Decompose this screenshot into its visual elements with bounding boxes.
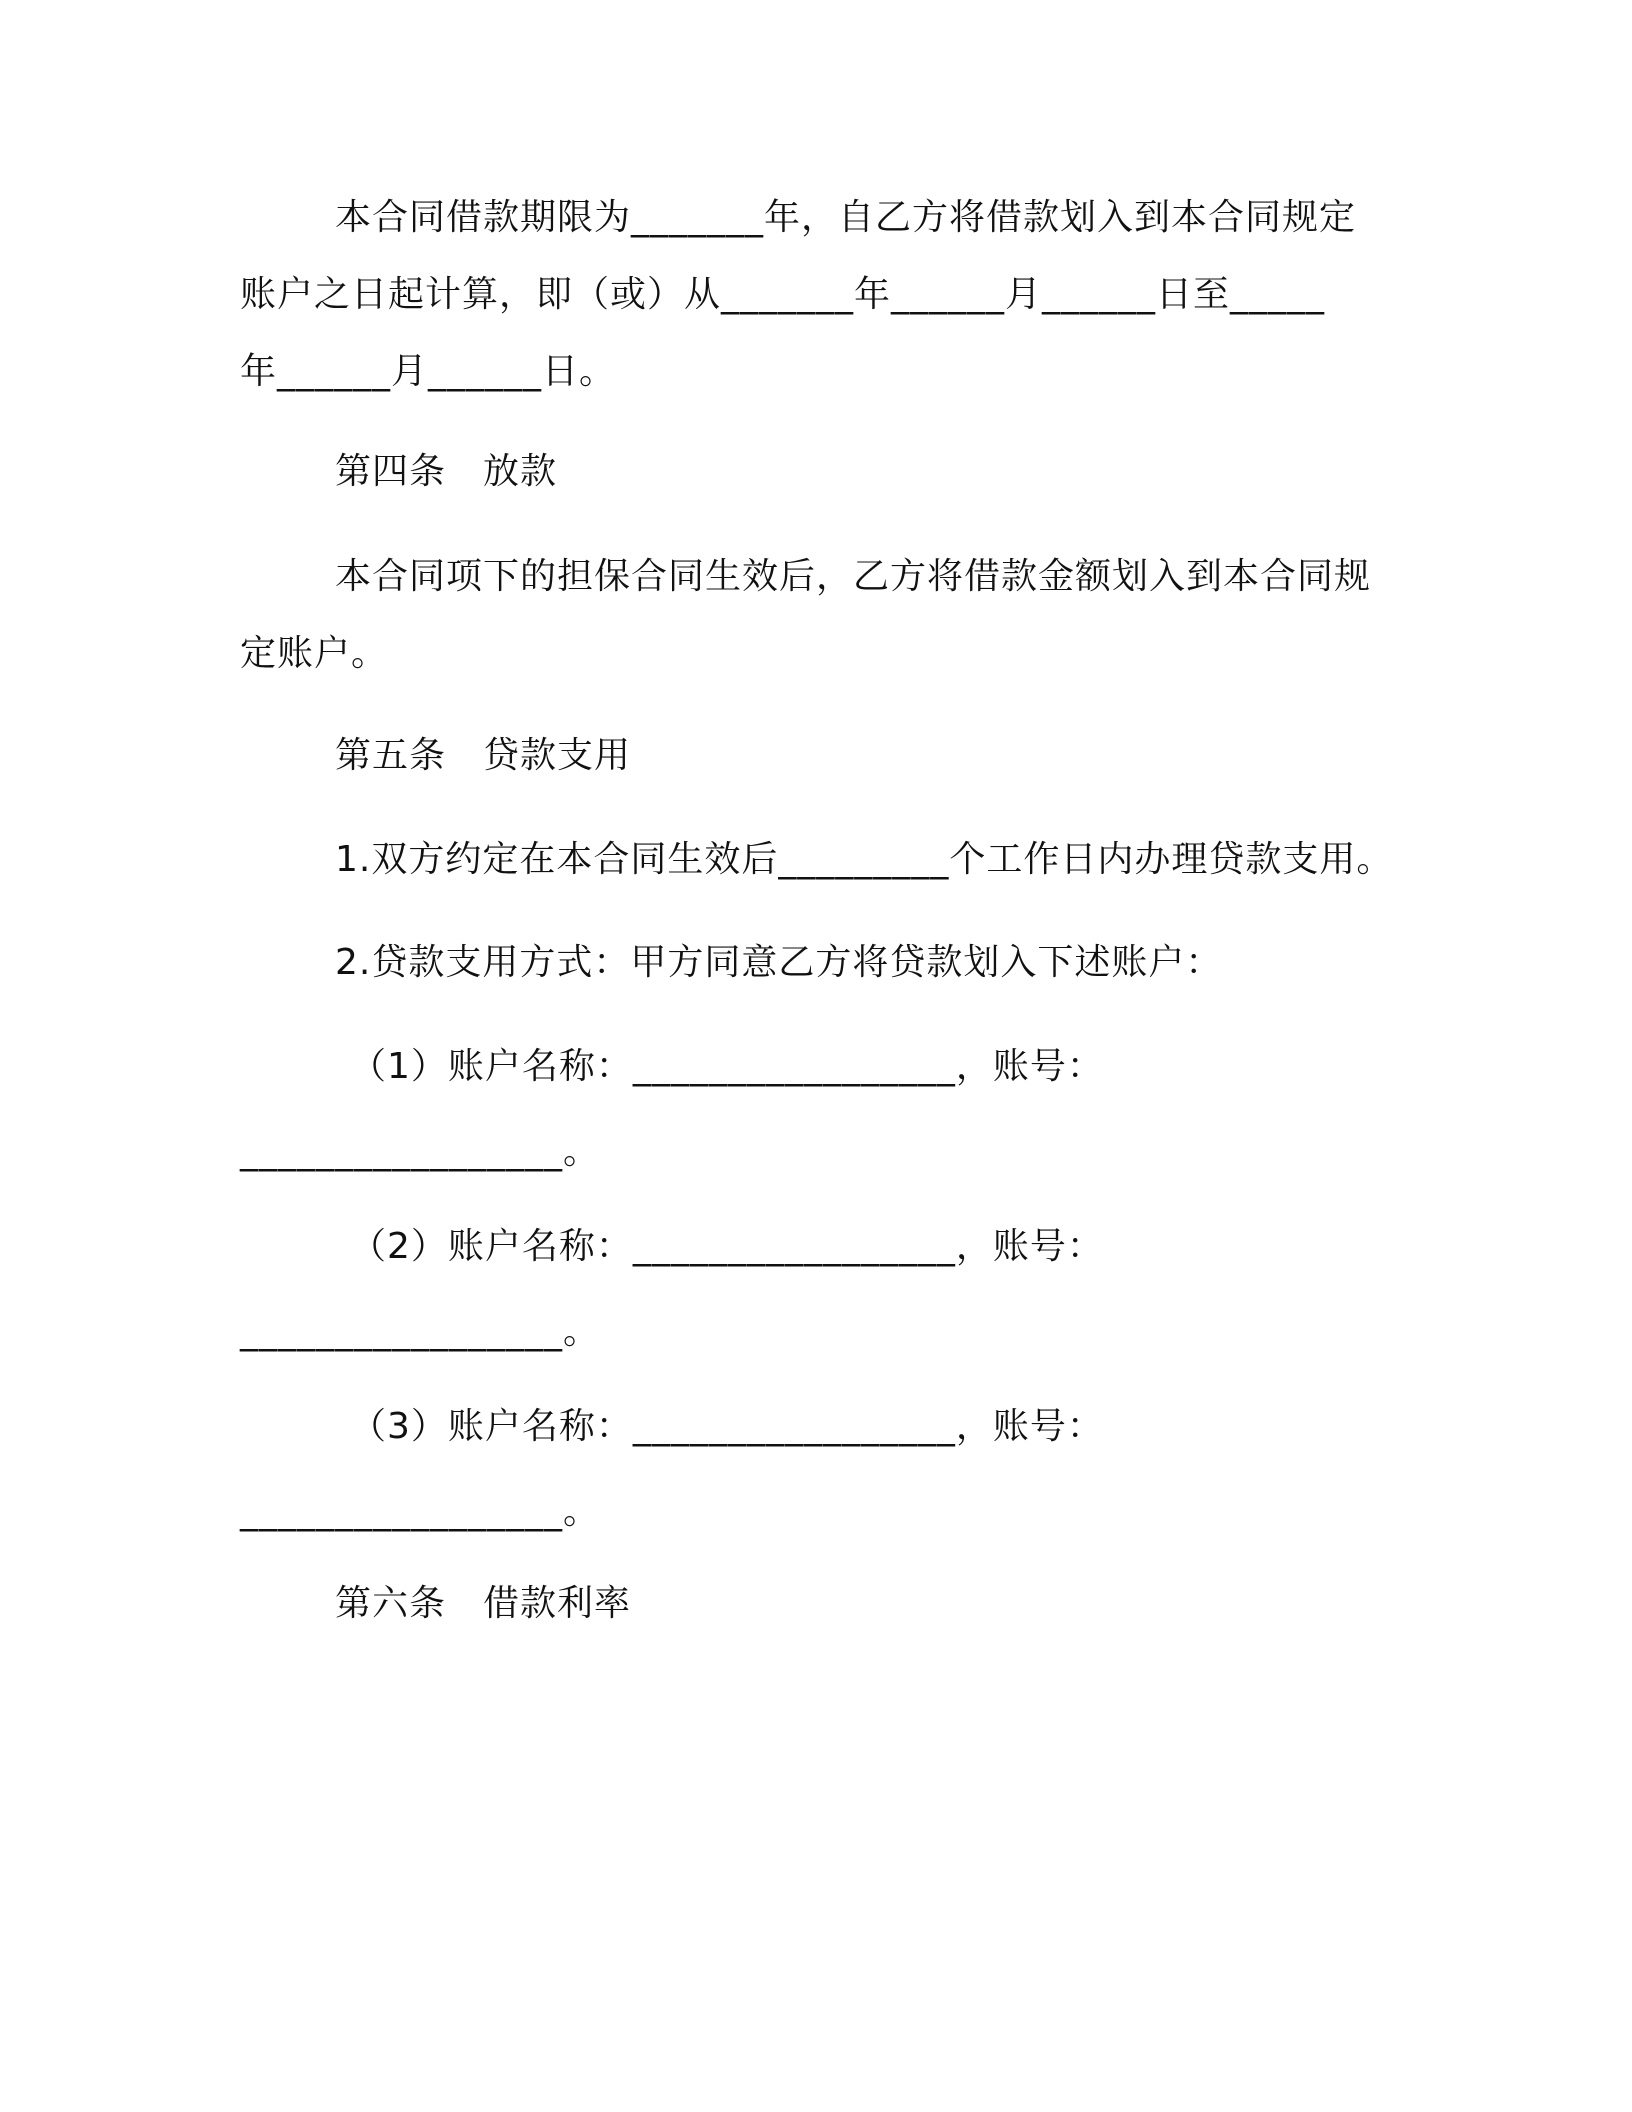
article5-heading: 第五条 贷款支用 <box>335 735 632 776</box>
article3-line-3: 年______月______日。 <box>240 351 617 392</box>
account-3-line-2: _________________。 <box>240 1491 600 1532</box>
article5-item-2: 2.贷款支用方式：甲方同意乙方将贷款划入下述账户： <box>335 942 1223 983</box>
article6-heading: 第六条 借款利率 <box>335 1583 632 1624</box>
article5-item-1: 1.双方约定在本合同生效后_________个工作日内办理贷款支用。 <box>335 839 1394 880</box>
account-2-line-1: （2）账户名称：_________________，账号： <box>350 1226 1104 1267</box>
account-2-line-2: _________________。 <box>240 1311 600 1352</box>
article4-heading: 第四条 放款 <box>335 451 558 492</box>
article3-line-2: 账户之日起计算，即（或）从_______年______月______日至_____ <box>240 274 1326 315</box>
article4-line-2: 定账户。 <box>240 633 389 674</box>
account-1-line-1: （1）账户名称：_________________，账号： <box>350 1046 1104 1087</box>
article4-line-1: 本合同项下的担保合同生效后，乙方将借款金额划入到本合同规 <box>335 556 1372 597</box>
account-1-line-2: _________________。 <box>240 1131 600 1172</box>
account-3-line-1: （3）账户名称：_________________，账号： <box>350 1406 1104 1447</box>
article3-line-1: 本合同借款期限为_______年，自乙方将借款划入到本合同规定 <box>335 197 1357 238</box>
